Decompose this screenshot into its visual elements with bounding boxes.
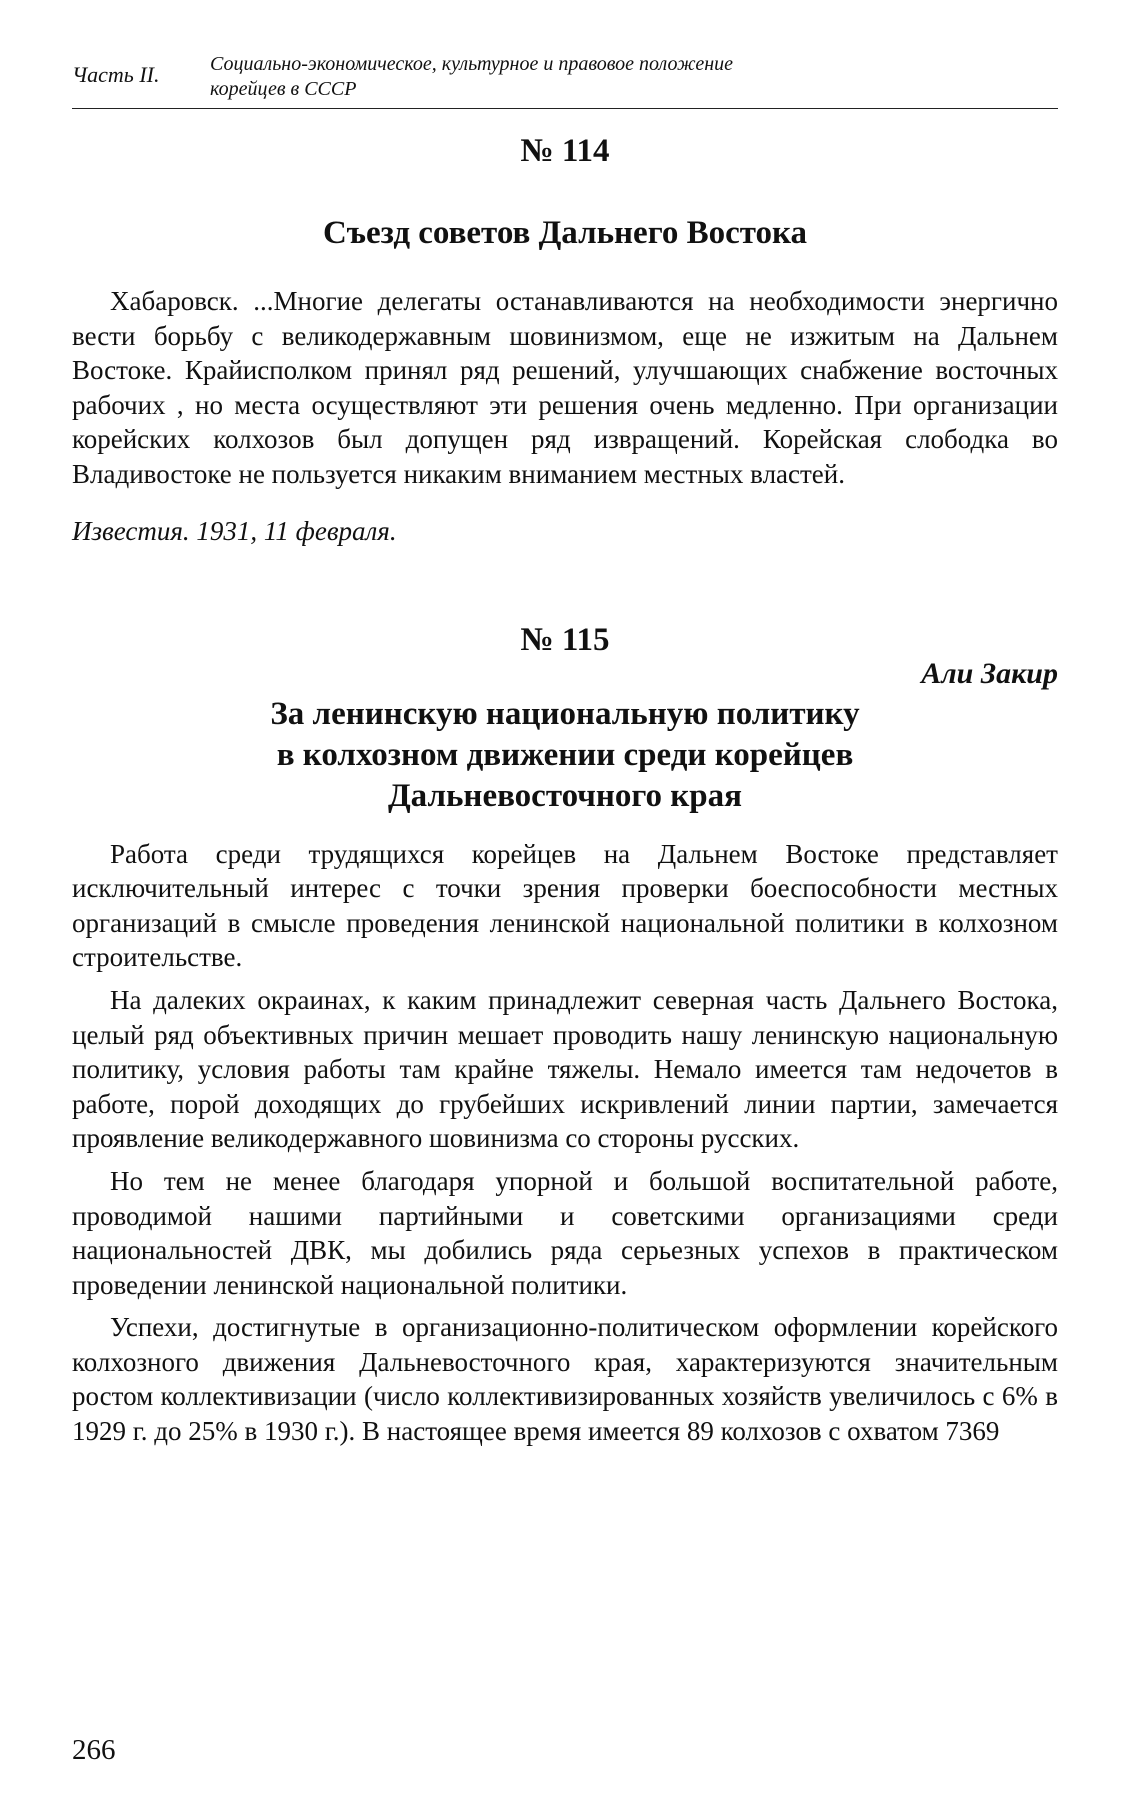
document-115-paragraph-4: Успехи, достигнутые в организационно-политическом оформлении корейского колхозного движения Дальневосточного края, характеризуются значительным ростом коллективизации (число коллективизированных хозяйств увеличилось с 6% в 1929 г. до 25% в 1930 г.). В настоящее время имеется 89 колхозов с охватом 7369 bbox=[72, 1312, 1058, 1447]
header-title-line-2: корейцев в СССР bbox=[210, 78, 357, 100]
document-114-source: Известия. 1931, 11 февраля. bbox=[72, 515, 397, 546]
page-number: 266 bbox=[72, 1734, 116, 1766]
document-number-114: № 114 bbox=[520, 133, 610, 169]
document-115-paragraph-1: Работа среди трудящихся корейцев на Дальнем Востоке представляет исключительный интерес с точки зрения проверки боеспособности местных организаций в смысле проведения ленинской национальной политики в колхозном строительстве. bbox=[72, 838, 1058, 973]
document-115-paragraph-3: Но тем не менее благодаря упорной и большой воспитательной работе, проводимой нашими партийными и советскими организациями среди национальностей ДВК, мы добились ряда серьезных успехов в практическом проведении ленинской национальной политики. bbox=[72, 1165, 1058, 1300]
document-title-115 bbox=[72, 694, 1058, 817]
document-115 bbox=[72, 620, 1058, 1449]
header-title-line-1: Социально-экономическое, культурное и правовое положение bbox=[210, 53, 734, 75]
header-part-label: Часть II. bbox=[72, 62, 160, 87]
document-title-114: Съезд советов Дальнего Востока bbox=[322, 215, 808, 251]
document-title-115-line-2: в колхозном движении среди корейцев bbox=[276, 736, 854, 773]
document-title-115-line-3: Дальневосточного края bbox=[387, 777, 743, 814]
document-number-115: № 115 bbox=[520, 621, 610, 658]
document-114 bbox=[72, 131, 1058, 548]
running-header bbox=[72, 52, 1058, 109]
document-115-paragraph-2: На далеких окраинах, к каким принадлежит северная часть Дальнего Востока, целый ряд объективных причин мешает проводить нашу ленинскую национальную политику, условия работы там крайне тяжелы. Немало имеется там недочетов в работе, порой доходящих до грубейших искривлений линии партии, замечается проявление великодержавного шовинизма со стороны русских. bbox=[72, 984, 1058, 1154]
header-section-title bbox=[210, 52, 1058, 102]
document-115-author: Али Закир bbox=[921, 656, 1058, 690]
document-title-115-line-1: За ленинскую национальную политику bbox=[270, 695, 860, 732]
document-114-paragraph: Хабаровск. ...Многие делегаты останавливаются на необходимости энергично вести борьбу с великодержавным шовинизмом, еще не изжитым на Дальнем Востоке. Крайисполком принял ряд решений, улучшающих снабжение восточных рабочих , но места осуществляют эти решения очень медленно. При организации корейских колхозов был допущен ряд извращений. Корейская слободка во Владивостоке не пользуется никаким вниманием местных властей. bbox=[72, 286, 1058, 489]
